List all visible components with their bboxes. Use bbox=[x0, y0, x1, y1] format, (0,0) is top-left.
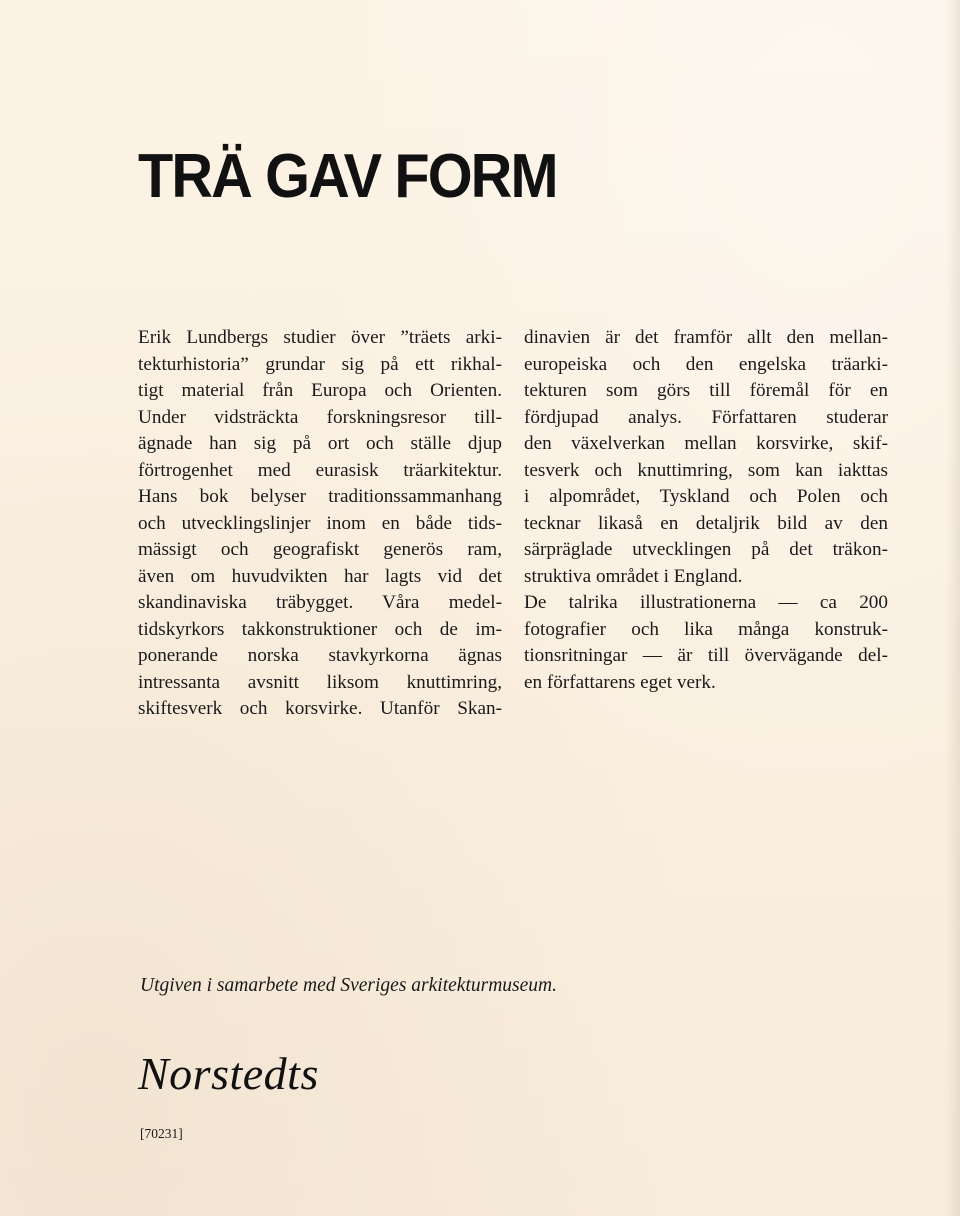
description-line: tekturen som görs till föremål för en bbox=[524, 380, 888, 401]
description-line: europeiska och den engelska träarki- bbox=[524, 353, 888, 375]
book-title: TRÄ GAV FORM bbox=[138, 142, 557, 211]
description-line: förtrogenhet med eurasisk träarkitektur. bbox=[138, 459, 502, 481]
description-line: en författarens eget verk. bbox=[524, 671, 716, 693]
description-line: tidskyrkors takkonstruktioner och de im- bbox=[138, 618, 502, 640]
description-line: skandinaviska träbygget. Våra medel- bbox=[138, 592, 502, 613]
description-line: tecknar likaså en detaljrik bild av den bbox=[524, 512, 888, 534]
description-line: dinavien är det framför allt den mellan- bbox=[524, 327, 888, 348]
publication-credit: Utgiven i samarbete med Sveriges arkitekturmuseum. bbox=[140, 975, 557, 996]
description-line: intressanta avsnitt liksom knuttimring, bbox=[138, 671, 502, 693]
description-right-column bbox=[524, 325, 888, 696]
cover-edge-shadow bbox=[946, 0, 960, 1216]
publisher-name: Norstedts bbox=[138, 1048, 319, 1099]
description-line: Erik Lundbergs studier över ”träets arki- bbox=[138, 327, 502, 348]
description-left-column bbox=[138, 325, 502, 723]
description-line: ponerande norska stavkyrkorna ägnas bbox=[138, 645, 502, 666]
description-line: De talrika illustrationerna — ca 200 bbox=[524, 592, 888, 613]
description-line: tionsritningar — är till övervägande del- bbox=[524, 645, 888, 666]
description-line: den växelverkan mellan korsvirke, skif- bbox=[524, 433, 888, 454]
description-line: tigt material från Europa och Orienten. bbox=[138, 380, 502, 401]
description-line: ägnade han sig på ort och ställe djup bbox=[138, 433, 502, 454]
description-line: och utvecklingslinjer inom en både tids- bbox=[138, 512, 502, 534]
description-line: särpräglade utvecklingen på det träkon- bbox=[524, 539, 888, 560]
description-line: även om huvudvikten har lagts vid det bbox=[138, 565, 502, 587]
description-line: i alpområdet, Tyskland och Polen och bbox=[524, 486, 888, 507]
description-line: Hans bok belyser traditionssammanhang bbox=[138, 486, 502, 507]
description-line: tesverk och knuttimring, som kan iakttas bbox=[524, 459, 888, 481]
description-line: mässigt och geografiskt generös ram, bbox=[138, 539, 502, 560]
catalog-code: [70231] bbox=[140, 1126, 183, 1141]
description-line: tekturhistoria” grundar sig på ett rikhal- bbox=[138, 353, 502, 375]
description-line: Under vidsträckta forskningsresor till- bbox=[138, 406, 502, 428]
description-line: skiftesverk och korsvirke. Utanför Skan- bbox=[138, 698, 502, 719]
description-line: fördjupad analys. Författaren studerar bbox=[524, 406, 888, 428]
description-line: fotografier och lika många konstruk- bbox=[524, 618, 888, 640]
description-line: struktiva området i England. bbox=[524, 565, 743, 587]
